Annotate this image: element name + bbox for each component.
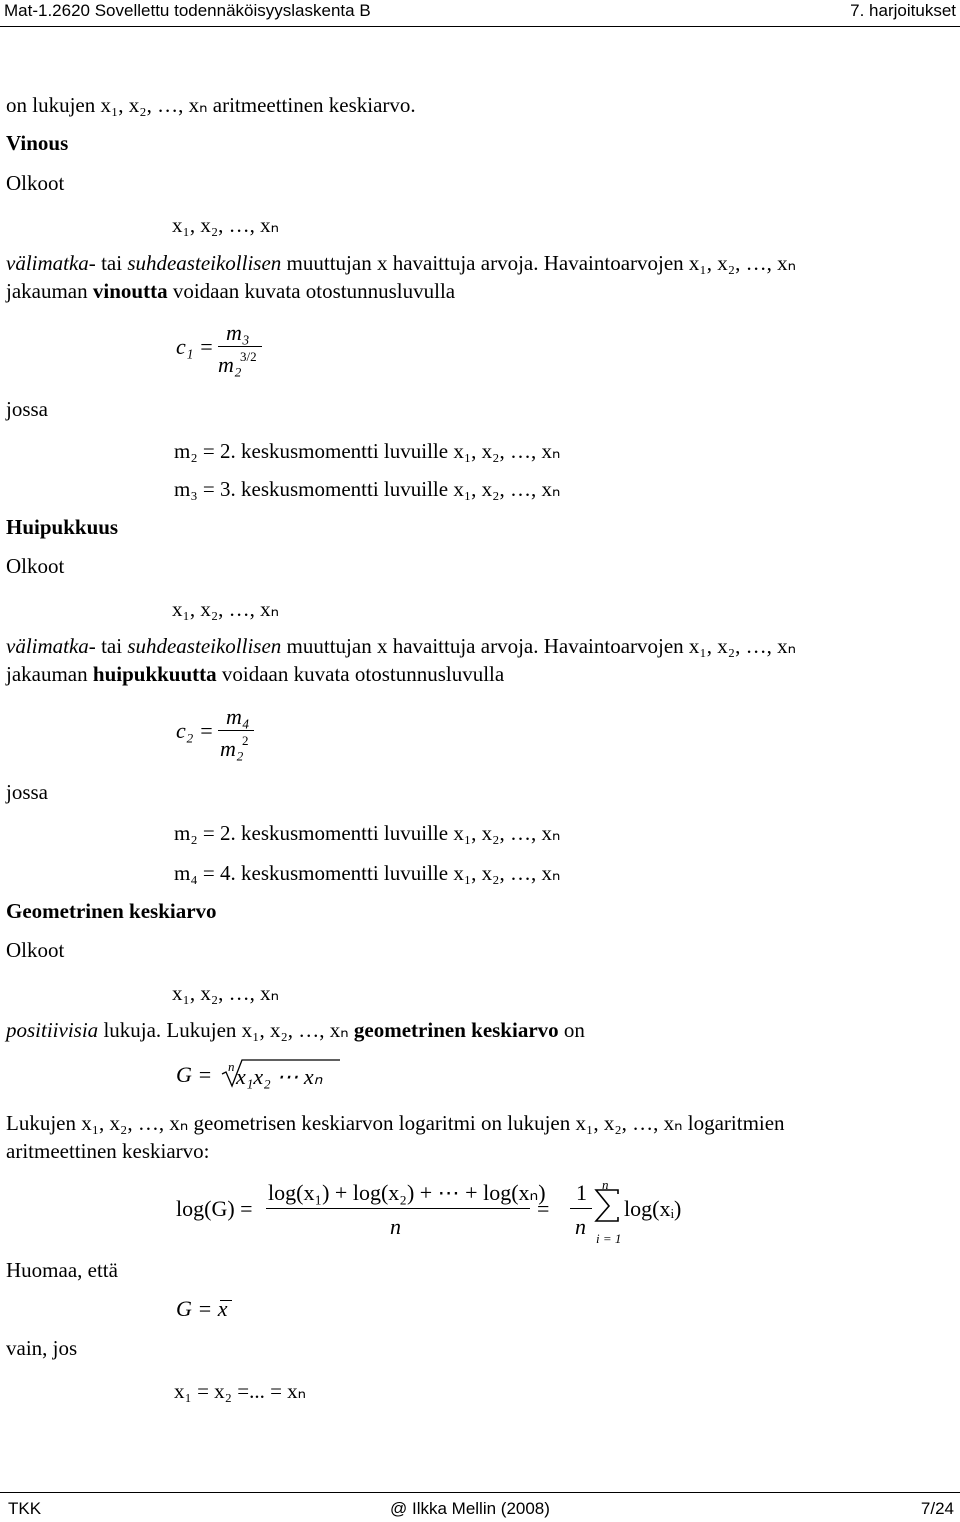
variable-list: x₁, x₂, …, xₙ [172, 981, 280, 1005]
page-number: 7/24 [920, 1499, 954, 1518]
heading-geometrinen-keskiarvo: Geometrinen keskiarvo [6, 899, 217, 923]
sum-term: log(xᵢ) [624, 1196, 682, 1221]
exercise-title: 7. harjoitukset [850, 1, 956, 20]
heading-huipukkuus: Huipukkuus [6, 515, 119, 539]
paragraph-line: välimatka- tai suhdeasteikollisen muuttujan x havaittuja arvoja. Havaintoarvojen x₁, x₂, …, xₙ [6, 634, 796, 658]
root-radicand: x₁x₂ ⋯ xₙ [236, 1064, 323, 1089]
paragraph-line: Lukujen x₁, x₂, …, xₙ geometrisen keskiarvon logaritmi on lukujen x₁, x₂, …, xₙ logaritmien [6, 1111, 785, 1135]
root-index: n [228, 1059, 235, 1074]
equality-condition: x₁ = x₂ =... = xₙ [174, 1379, 307, 1403]
footer-author: @ Ilkka Mellin (2008) [390, 1499, 550, 1518]
variable-list: x₁, x₂, …, xₙ [172, 597, 280, 621]
formula-c2-exponent: 2 [242, 733, 249, 748]
definition-m2: m₂ = 2. keskusmomentti luvuille x₁, x₂, …, xₙ [174, 821, 561, 845]
course-title: Mat-1.2620 Sovellettu todennäköisyyslaskenta B [4, 1, 371, 20]
formula-c1-numerator: m₃ [226, 320, 250, 345]
intro-line: on lukujen x₁, x₂, …, xₙ aritmeettinen keskiarvo. [6, 93, 416, 117]
formula-reciprocal-numerator: 1 [576, 1180, 587, 1205]
fraction-bar [218, 730, 254, 731]
definition-m4: m₄ = 4. keskusmomentti luvuille x₁, x₂, …, xₙ [174, 861, 561, 885]
formula-c1-denominator: m₂ [218, 352, 242, 377]
formula-c2-denominator: m₂ [220, 736, 244, 761]
olkoot-text: Olkoot [6, 171, 65, 195]
formula-reciprocal-denominator: n [575, 1214, 586, 1239]
sum-upper-limit: n [602, 1177, 609, 1192]
formula-c1-exponent: 3/2 [240, 349, 257, 364]
definition-m2: m₂ = 2. keskusmomentti luvuille x₁, x₂, …, xₙ [174, 439, 561, 463]
page-header [0, 0, 960, 24]
formula-g-equals-mean: G = x [176, 1296, 228, 1321]
summation-icon [596, 1190, 620, 1222]
definition-m3: m₃ = 3. keskusmomentti luvuille x₁, x₂, …, xₙ [174, 477, 561, 501]
mean-bar [220, 1300, 232, 1301]
formula-log-lhs: log(G) = [176, 1196, 253, 1221]
huomaa-text: Huomaa, että [6, 1258, 118, 1282]
formula-log-numerator: log(x₁) + log(x₂) + ⋯ + log(xₙ) [268, 1180, 546, 1205]
jossa-text: jossa [6, 780, 48, 804]
heading-vinous: Vinous [6, 131, 69, 155]
jossa-text: jossa [6, 397, 48, 421]
fraction-bar [266, 1208, 530, 1209]
formula-c1-lhs: c₁ = [176, 334, 214, 359]
formula-c2-lhs: c₂ = [176, 718, 214, 743]
fraction-bar [570, 1208, 592, 1209]
header-rule [0, 26, 960, 27]
page-footer [0, 1498, 960, 1520]
footer-institution: TKK [8, 1499, 42, 1518]
paragraph-line: positiivisia lukuja. Lukujen x₁, x₂, …, xₙ geometrinen keskiarvo on [6, 1018, 585, 1042]
paragraph-line: jakauman huipukkuutta voidaan kuvata otostunnusluvulla [6, 662, 505, 686]
olkoot-text: Olkoot [6, 554, 65, 578]
footer-rule [0, 1492, 960, 1493]
formula-c2-numerator: m₄ [226, 704, 250, 729]
formula-log-denominator: n [390, 1214, 401, 1239]
equals-sign: = [537, 1196, 550, 1221]
olkoot-text: Olkoot [6, 938, 65, 962]
formula-g-lhs: G = [176, 1062, 213, 1087]
vain-jos-text: vain, jos [6, 1336, 78, 1360]
sum-lower-limit: i = 1 [596, 1231, 622, 1246]
variable-list: x₁, x₂, …, xₙ [172, 213, 280, 237]
paragraph-line: välimatka- tai suhdeasteikollisen muuttujan x havaittuja arvoja. Havaintoarvojen x₁, x₂, …, xₙ [6, 251, 796, 275]
paragraph-line: aritmeettinen keskiarvo: [6, 1139, 210, 1163]
paragraph-line: jakauman vinoutta voidaan kuvata otostunnusluvulla [6, 279, 456, 303]
